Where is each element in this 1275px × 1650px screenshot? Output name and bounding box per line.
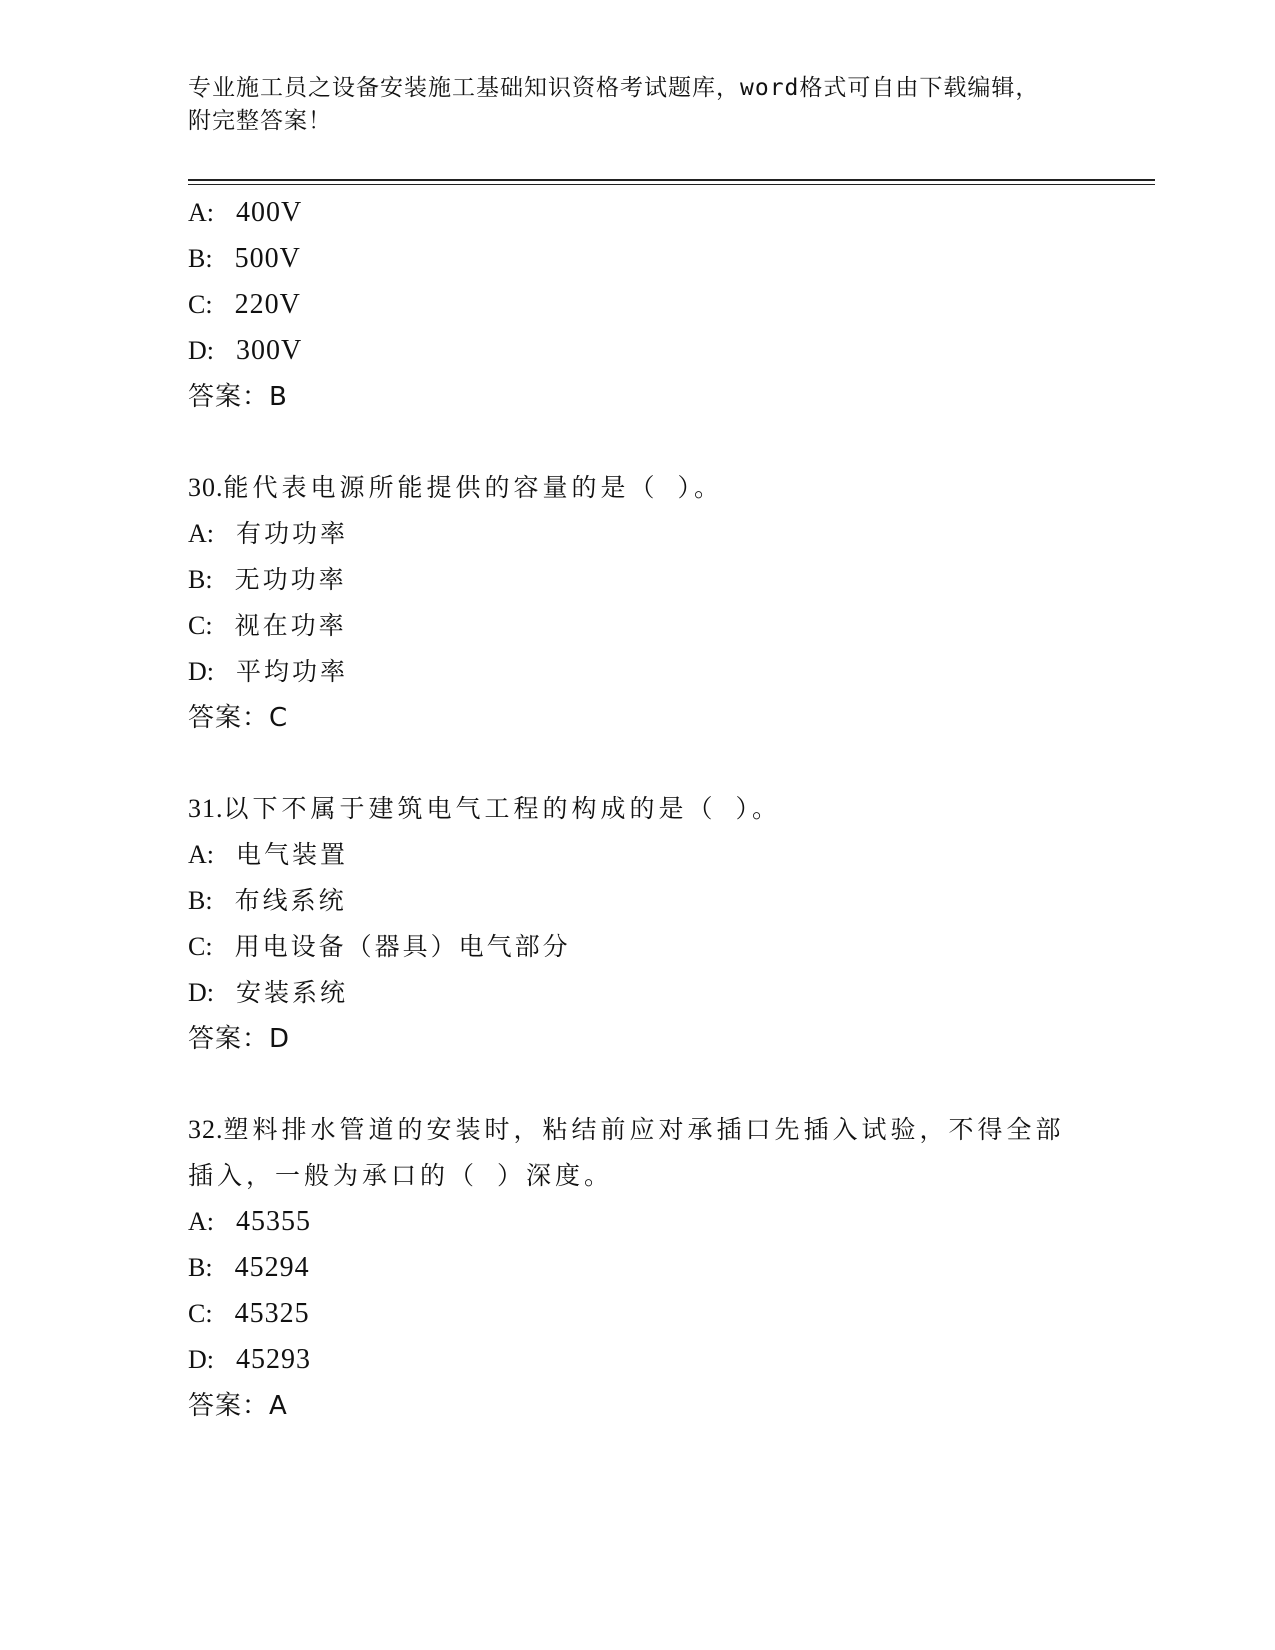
option-key: B:: [188, 565, 213, 594]
option-text: 用电设备（器具）电气部分: [234, 932, 571, 961]
option-a: [188, 190, 1088, 236]
option-text: 45325: [234, 1298, 310, 1329]
question-stem-continued: 插入，一般为承口的（ ）深度。: [188, 1161, 614, 1190]
option-text: 500V: [234, 243, 301, 274]
option-text: 无功功率: [234, 565, 347, 594]
question-32: [188, 1107, 1088, 1429]
option-key: D:: [188, 336, 214, 365]
question-text: 能代表电源所能提供的容量的是（ ）。: [223, 473, 724, 502]
option-d: [188, 649, 1088, 695]
question-text: 塑料排水管道的安装时，粘结前应对承插口先插入试验，不得全部: [223, 1115, 1065, 1144]
header-line-2: 附完整答案！: [188, 108, 332, 134]
option-b: [188, 236, 1088, 282]
option-key: D:: [188, 1345, 214, 1374]
question-number: 32.: [188, 1115, 224, 1144]
option-a: [188, 832, 1088, 878]
question-number: 30.: [188, 473, 224, 502]
question-stem: [188, 465, 1088, 511]
option-key: C:: [188, 290, 213, 319]
option-text: 平均功率: [236, 657, 349, 686]
option-key: B:: [188, 1253, 213, 1282]
option-key: D:: [188, 978, 214, 1007]
question-number: 31.: [188, 794, 224, 823]
document-header: [188, 72, 1088, 138]
option-key: A:: [188, 840, 214, 869]
answer-line: 答案：D: [188, 1024, 291, 1054]
option-key: A:: [188, 198, 214, 227]
option-c: [188, 603, 1088, 649]
option-key: C:: [188, 611, 213, 640]
question-list: [188, 190, 1088, 1429]
option-key: C:: [188, 1299, 213, 1328]
option-key: A:: [188, 1207, 214, 1236]
option-text: 45293: [236, 1344, 311, 1375]
option-text: 有功功率: [236, 519, 349, 548]
option-b: [188, 557, 1088, 603]
header-line-1: 专业施工员之设备安装施工基础知识资格考试题库，word格式可自由下载编辑，: [188, 75, 1040, 101]
question-text: 以下不属于建筑电气工程的构成的是（ ）。: [223, 794, 782, 823]
option-key: B:: [188, 886, 213, 915]
option-text: 45355: [236, 1206, 311, 1237]
answer-line: 答案：B: [188, 382, 288, 412]
question-30: [188, 465, 1088, 741]
answer-line: 答案：C: [188, 703, 289, 733]
option-key: B:: [188, 244, 213, 273]
option-a: [188, 511, 1088, 557]
option-a: [188, 1199, 1088, 1245]
option-d: [188, 1337, 1088, 1383]
option-text: 电气装置: [236, 840, 349, 869]
option-c: [188, 282, 1088, 328]
question-stem: [188, 1107, 1088, 1153]
option-key: C:: [188, 932, 213, 961]
option-d: [188, 970, 1088, 1016]
option-text: 300V: [236, 335, 303, 366]
option-b: [188, 1245, 1088, 1291]
option-text: 安装系统: [236, 978, 349, 1007]
answer-line: 答案：A: [188, 1391, 288, 1421]
option-text: 45294: [234, 1252, 310, 1283]
question-fragment: [188, 190, 1088, 420]
option-key: A:: [188, 519, 214, 548]
option-c: [188, 1291, 1088, 1337]
option-b: [188, 878, 1088, 924]
question-stem: [188, 786, 1088, 832]
question-31: [188, 786, 1088, 1062]
option-c: [188, 924, 1088, 970]
option-key: D:: [188, 657, 214, 686]
option-d: [188, 328, 1088, 374]
option-text: 400V: [236, 197, 303, 228]
option-text: 视在功率: [234, 611, 347, 640]
option-text: 布线系统: [234, 886, 347, 915]
option-text: 220V: [234, 289, 301, 320]
header-divider: [188, 179, 1155, 185]
